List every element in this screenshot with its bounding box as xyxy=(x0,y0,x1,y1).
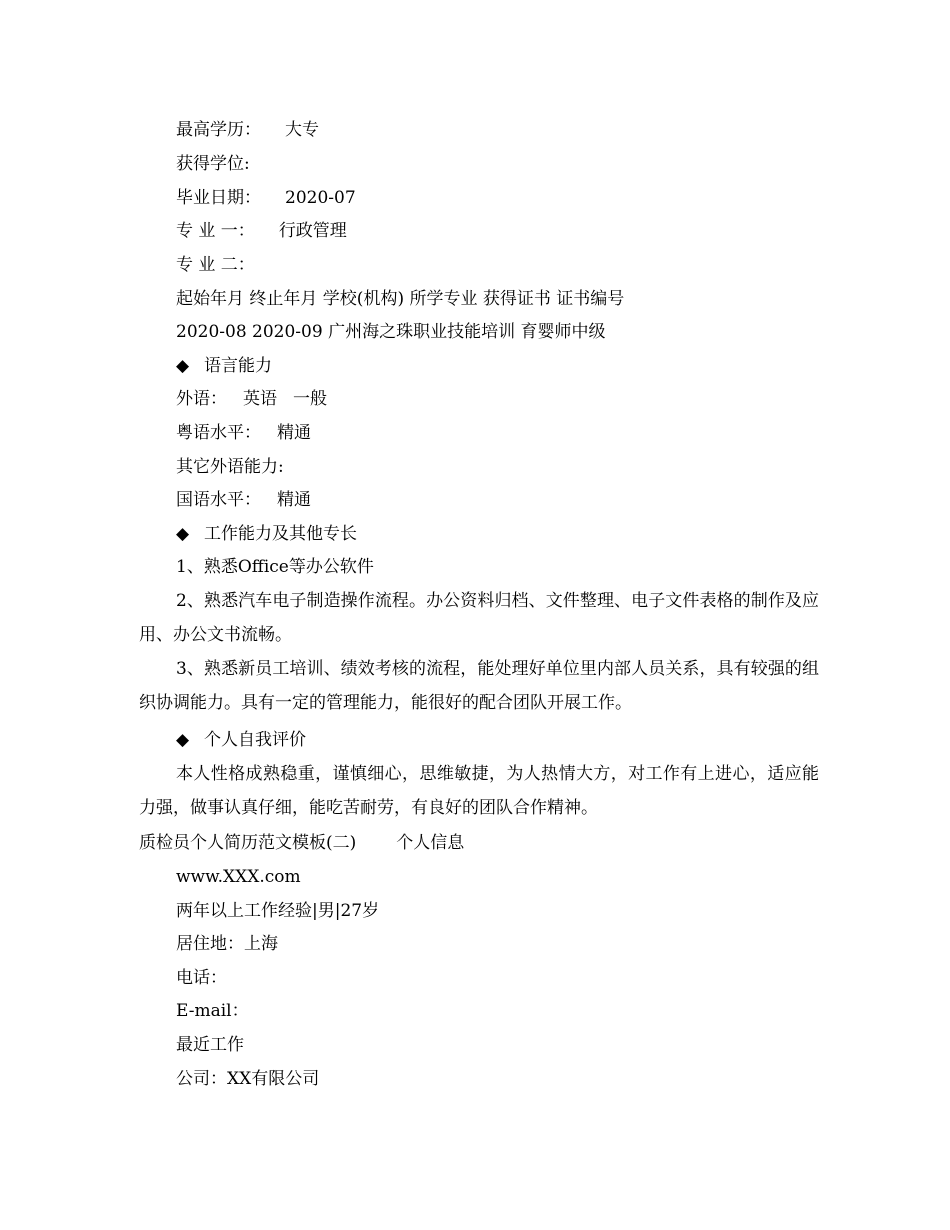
skill-item-3: 3、熟悉新员工培训、绩效考核的流程，能处理好单位里内部人员关系，具有较强的组织协调能力。具有一定的管理能力，能很好的配合团队开展工作。 xyxy=(139,659,819,713)
graduation-date-label: 毕业日期： xyxy=(176,188,261,208)
self-eval-text: 本人性格成熟稳重，谨慎细心，思维敏捷，为人热情大方，对工作有上进心，适应能力强，做事认真仔细，能吃苦耐劳，有良好的团队合作精神。 xyxy=(139,764,819,818)
self-eval-heading: 个人自我评价 xyxy=(204,730,306,750)
self-eval-heading-line xyxy=(176,729,306,751)
mandarin-value: 精通 xyxy=(277,490,311,510)
major-two-label: 专 业 二： xyxy=(176,255,255,275)
experience-summary: 两年以上工作经验|男|27岁 xyxy=(176,901,380,921)
highest-degree-value: 大专 xyxy=(285,120,319,140)
template-title-line xyxy=(139,832,464,854)
training-row: 2020-08 2020-09 广州海之珠职业技能培训 育婴师中级 xyxy=(176,322,606,342)
cantonese-label: 粤语水平： xyxy=(176,423,261,443)
degree-obtained-label: 获得学位: xyxy=(176,154,250,174)
recent-work-heading: 最近工作 xyxy=(176,1035,244,1055)
foreign-language-value: 英语 xyxy=(243,389,277,409)
highest-degree-label: 最高学历： xyxy=(176,120,261,140)
mandarin-label: 国语水平： xyxy=(176,490,261,510)
training-header: 起始年月 终止年月 学校(机构) 所学专业 获得证书 证书编号 xyxy=(176,289,625,309)
major-one-label: 专 业 一： xyxy=(176,221,255,241)
diamond-bullet-icon: ◆ xyxy=(176,524,190,544)
cantonese-line xyxy=(176,422,311,444)
other-language-line xyxy=(176,456,284,478)
language-heading-line xyxy=(176,355,272,377)
diamond-bullet-icon: ◆ xyxy=(176,730,190,750)
major-one-line xyxy=(176,220,347,242)
major-two-line xyxy=(176,254,255,276)
company-line: 公司：XX有限公司 xyxy=(176,1069,320,1089)
email-line: E-mail： xyxy=(176,1001,249,1021)
skills-heading-line xyxy=(176,523,357,545)
degree-obtained-line xyxy=(176,153,250,175)
personal-info-heading: 个人信息 xyxy=(396,833,465,853)
foreign-language-label: 外语： xyxy=(176,389,227,409)
major-one-value: 行政管理 xyxy=(278,221,347,241)
skills-heading: 工作能力及其他专长 xyxy=(204,524,357,544)
graduation-date-value: 2020-07 xyxy=(285,188,356,208)
residence-line: 居住地：上海 xyxy=(176,934,278,954)
foreign-language-line xyxy=(176,388,327,410)
mandarin-line xyxy=(176,489,311,511)
language-heading: 语言能力 xyxy=(204,356,272,376)
template-title: 质检员个人简历范文模板(二) xyxy=(139,833,357,853)
skill-item-1: 1、熟悉Office等办公软件 xyxy=(176,557,374,577)
other-language-label: 其它外语能力: xyxy=(176,457,284,477)
cantonese-value: 精通 xyxy=(277,423,311,443)
skill-item-2: 2、熟悉汽车电子制造操作流程。办公资料归档、文件整理、电子文件表格的制作及应用、办公文书流畅。 xyxy=(139,591,819,645)
diamond-bullet-icon: ◆ xyxy=(176,356,190,376)
website-line: www.XXX.com xyxy=(176,867,301,887)
foreign-language-level: 一般 xyxy=(293,389,327,409)
highest-degree-line xyxy=(176,119,319,141)
graduation-date-line xyxy=(176,187,356,209)
phone-line: 电话： xyxy=(176,968,227,988)
